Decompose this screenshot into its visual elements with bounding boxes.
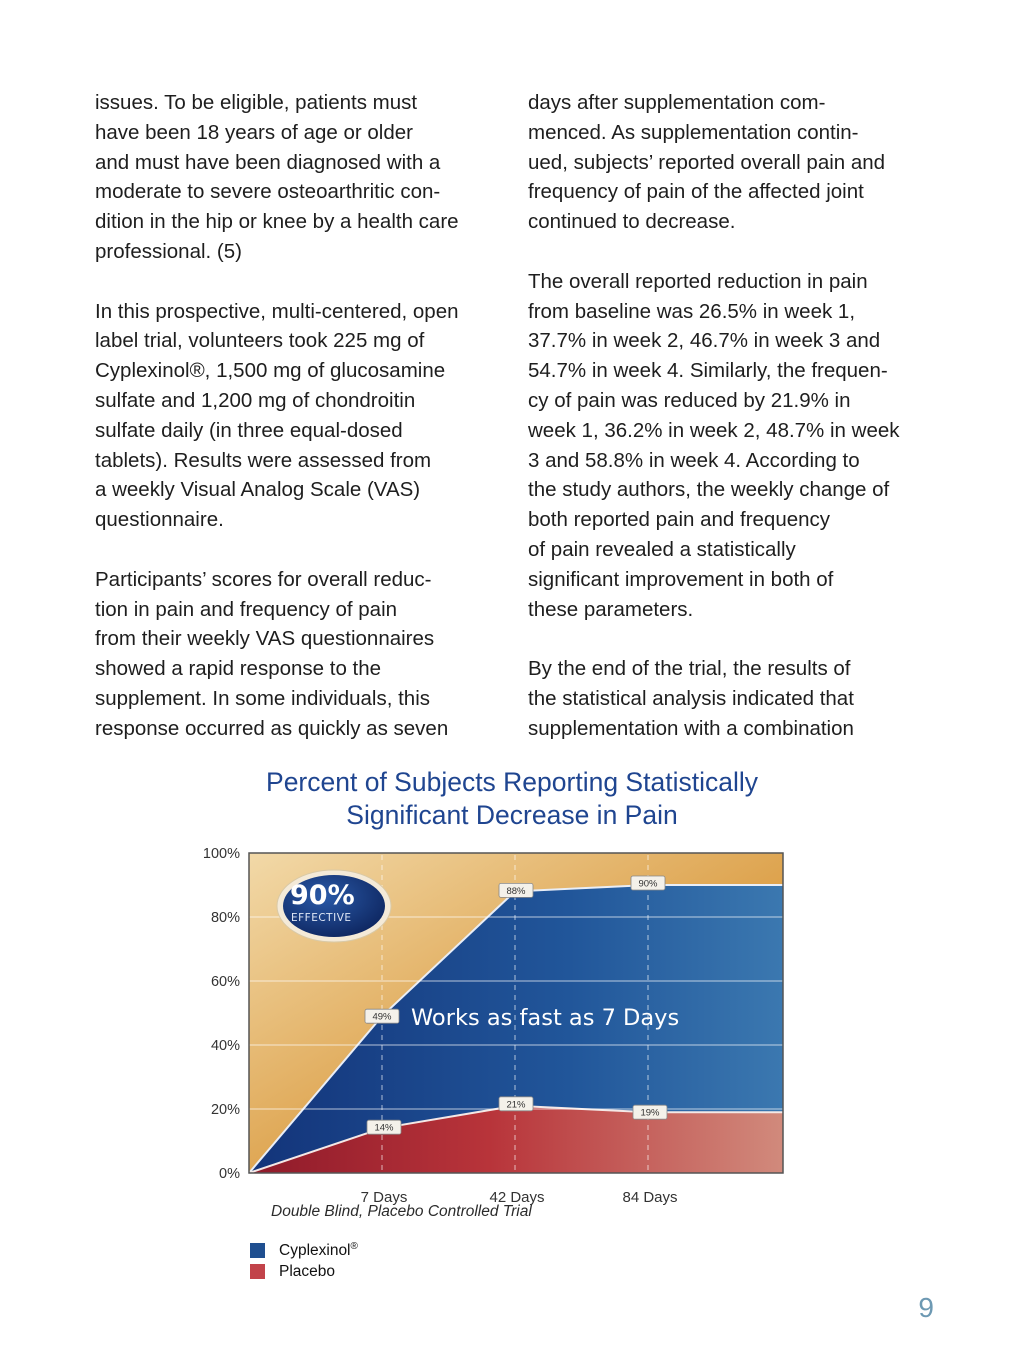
text-line: dition in the hip or knee by a health care [95, 210, 459, 234]
text-line: a weekly Visual Analog Scale (VAS) [95, 478, 421, 502]
text-line: cy of pain was reduced by 21.9% in [528, 388, 851, 412]
chart-legend [250, 1240, 358, 1282]
text-line: ued, subjects’ reported overall pain and [528, 150, 886, 174]
legend-label-cyplexinol: Cyplexinol® [279, 1240, 358, 1260]
right-text-column [528, 88, 938, 744]
chart-title [0, 766, 1024, 832]
text-line: of pain revealed a statistically [528, 537, 796, 561]
data-label: 19% [640, 1107, 660, 1119]
text-line: from baseline was 26.5% in week 1, [528, 299, 856, 323]
text-line: significant improvement in both of [528, 567, 834, 591]
data-label: 21% [506, 1099, 526, 1111]
x-tick-label: 84 Days [622, 1189, 678, 1206]
text-line: days after supplementation com- [528, 91, 826, 114]
legend-swatch-placebo [250, 1264, 265, 1279]
text-line: the statistical analysis indicated that [528, 686, 854, 710]
text-line: menced. As supplementation contin- [528, 120, 859, 144]
legend-item-placebo [250, 1261, 358, 1282]
chart-annotation: Works as fast as 7 Days [411, 1005, 680, 1031]
paragraph-gap [95, 267, 505, 297]
text-line: have been 18 years of age or older [95, 120, 413, 144]
area-chart [0, 840, 1024, 1240]
text-line: 37.7% in week 2, 46.7% in week 3 and [528, 329, 881, 353]
paragraph-gap [528, 237, 938, 267]
text-line: In this prospective, multi-centered, open [95, 299, 459, 323]
text-line: 3 and 58.8% in week 4. According to [528, 448, 860, 472]
data-label: 14% [374, 1122, 394, 1134]
text-line: tablets). Results were assessed from [95, 448, 432, 472]
chart-caption: Double Blind, Placebo Controlled Trial [271, 1203, 532, 1220]
text-line: The overall reported reduction in pain [528, 269, 868, 293]
data-label: 90% [638, 878, 658, 890]
text-line: questionnaire. [95, 508, 224, 532]
legend-swatch-cyplexinol [250, 1243, 265, 1258]
y-tick-label: 20% [210, 1102, 240, 1118]
text-line: Participants’ scores for overall reduc- [95, 567, 432, 591]
page-number: 9 [918, 1292, 934, 1323]
text-line: response occurred as quickly as seven [95, 716, 449, 740]
text-line: week 1, 36.2% in week 2, 48.7% in week [528, 418, 900, 442]
legend-item-cyplexinol [250, 1240, 358, 1261]
text-line: Cyplexinol®, 1,500 mg of glucosamine [95, 359, 446, 383]
text-line: these parameters. [528, 597, 694, 621]
left-text-column [95, 88, 505, 744]
y-tick-label: 0% [219, 1166, 240, 1182]
paragraph-gap [528, 624, 938, 654]
text-line: sulfate and 1,200 mg of chondroitin [95, 388, 416, 412]
text-line: supplement. In some individuals, this [95, 686, 431, 710]
text-line: frequency of pain of the affected joint [528, 180, 864, 204]
y-tick-label: 100% [202, 846, 240, 862]
text-line: continued to decrease. [528, 210, 736, 234]
text-line: By the end of the trial, the results of [528, 657, 851, 681]
text-line: supplementation with a combination [528, 716, 854, 740]
data-label: 49% [372, 1011, 392, 1023]
y-tick-label: 40% [210, 1038, 240, 1054]
chart-title-line-1: Percent of Subjects Reporting Statistically [266, 767, 758, 797]
text-line: label trial, volunteers took 225 mg of [95, 329, 425, 353]
text-line: sulfate daily (in three equal-dosed [95, 418, 403, 442]
text-line: from their weekly VAS questionnaires [95, 627, 435, 651]
text-line: 54.7% in week 4. Similarly, the frequen- [528, 359, 888, 383]
text-line: and must have been diagnosed with a [95, 150, 441, 174]
text-line: showed a rapid response to the [95, 657, 382, 681]
chart-title-line-2: Significant Decrease in Pain [346, 800, 678, 830]
x-tick-label: 7 Days [360, 1189, 408, 1206]
text-line: the study authors, the weekly change of [528, 478, 890, 502]
text-line: tion in pain and frequency of pain [95, 597, 398, 621]
data-label: 88% [506, 885, 526, 897]
paragraph-gap [95, 535, 505, 565]
x-tick-label: 42 Days [489, 1189, 545, 1206]
y-tick-label: 80% [210, 910, 240, 926]
text-line: moderate to severe osteoarthritic con- [95, 180, 441, 204]
text-line: professional. (5) [95, 239, 242, 263]
badge-value: 90% [290, 880, 355, 911]
text-line: both reported pain and frequency [528, 508, 831, 532]
badge-label: EFFECTIVE [291, 912, 352, 924]
legend-label-placebo: Placebo [279, 1262, 336, 1280]
text-line: issues. To be eligible, patients must [95, 91, 418, 114]
y-tick-label: 60% [210, 974, 240, 990]
